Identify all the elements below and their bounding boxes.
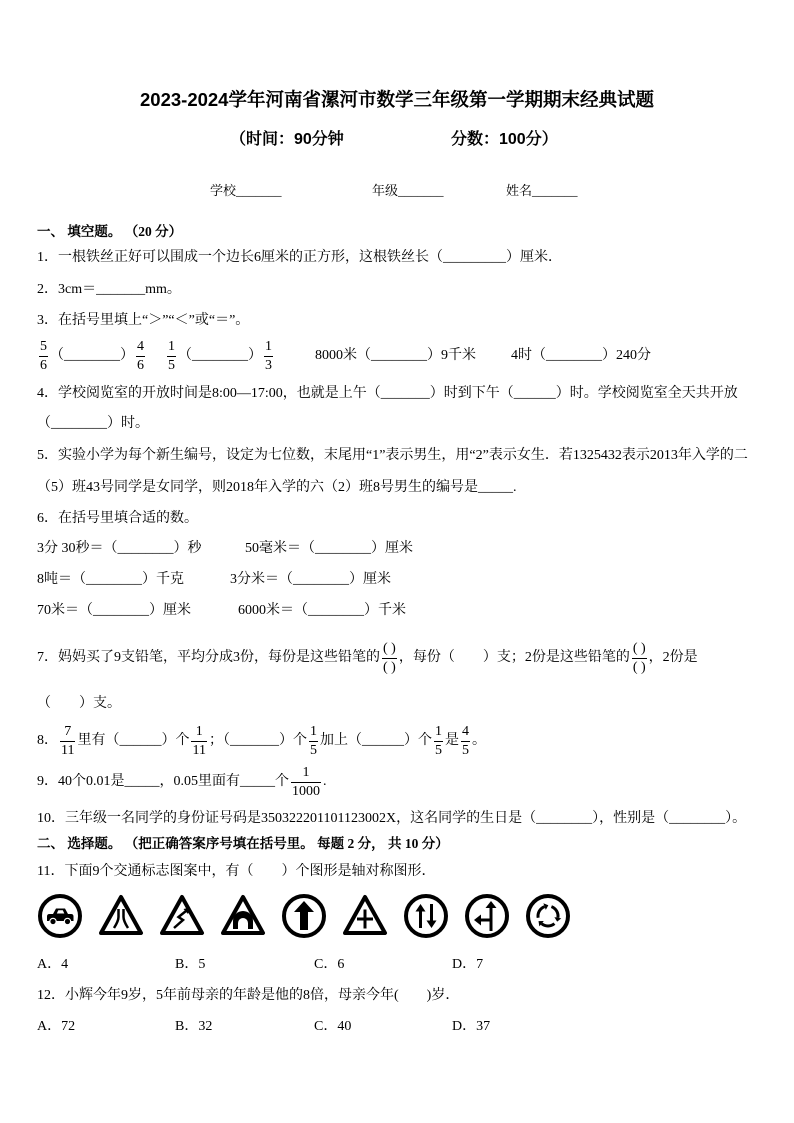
option-a: A．72: [37, 1019, 76, 1034]
conversion-item: 3分米＝（________）厘米: [230, 572, 391, 587]
option-c: C．6: [314, 957, 345, 972]
question-9-text: .: [323, 774, 327, 789]
question-3-comparisons: [37, 336, 757, 376]
conversion-item: 70米＝（________）厘米: [37, 603, 191, 618]
question-5-line-1: 5．实验小学为每个新生编号，设定为七位数，末尾用“1”表示男生，用“2”表示女生．若1325432表示2013年入学的二: [37, 448, 748, 463]
exam-score: 分数：100分）: [451, 131, 558, 148]
fraction: [632, 641, 647, 676]
numerator: 4: [137, 338, 144, 354]
fraction: [136, 339, 145, 374]
denominator: 1000: [292, 783, 320, 799]
conversion-item: 6000米＝（________）千米: [238, 603, 406, 618]
question-5-line-2: （5）班43号同学是女同学，则2018年入学的六（2）班8号男生的编号是_____.: [37, 480, 517, 495]
blank: （________）: [178, 348, 262, 363]
grade-field: 年级_______: [372, 183, 444, 198]
question-6: 6．在括号里填合适的数。: [37, 511, 198, 526]
option-b: B．5: [175, 957, 206, 972]
fraction: [382, 641, 397, 676]
section-2-heading: 二、 选择题。 （把正确答案序号填在括号里。 每题 2 分， 共 10 分）: [37, 836, 449, 851]
fraction: [434, 724, 443, 759]
question-10: 10．三年级一名同学的身份证号码是350322201101123002X，这名同学的生日是（________），性别是（________）。: [37, 811, 747, 826]
denominator: ( ): [632, 659, 646, 675]
question-9-text: 9．40个0.01是_____，0.05里面有_____个: [37, 774, 289, 789]
winding-road-sign-icon: [159, 893, 205, 939]
denominator: 5: [461, 742, 469, 758]
question-7-text: ，每份（ ）支；2份是这些铅笔的: [398, 650, 630, 665]
conversion-item: 8吨＝（________）千克: [37, 572, 184, 587]
question-12-options: [37, 1017, 757, 1037]
numerator: 1: [434, 723, 442, 739]
numerator: 1: [309, 723, 317, 739]
comparison-4: 4时（________）240分: [511, 348, 651, 363]
fraction-bar: [291, 782, 321, 783]
crossroad-sign-icon: [342, 893, 388, 939]
name-field: 姓名_______: [506, 183, 578, 198]
exam-time: （时间：90分钟: [230, 131, 344, 148]
fraction: [39, 339, 48, 374]
tunnel-sign-icon: [220, 893, 266, 939]
question-8-text: 。: [471, 733, 486, 748]
numerator: 1: [195, 723, 203, 739]
option-d: D．37: [452, 1019, 491, 1034]
question-11-options: [37, 955, 757, 975]
fraction-bar: [264, 356, 273, 357]
conversion-item: 50毫米＝（________）厘米: [245, 541, 413, 556]
conversion-item: 3分 30秒＝（________）秒: [37, 541, 202, 556]
numerator: ( ): [383, 640, 396, 656]
question-6-row-2: [37, 570, 757, 590]
question-6-row-3: [37, 601, 757, 621]
fraction-bar: [167, 356, 176, 357]
denominator: 5: [168, 357, 175, 373]
option-a: A．4: [37, 957, 69, 972]
fraction: [60, 724, 75, 759]
option-b: B．32: [175, 1019, 213, 1034]
fraction-bar: [434, 741, 443, 742]
question-11: 11．下面9个交通标志图案中，有（ ）个图形是轴对称图形．: [37, 864, 436, 879]
straight-left-turn-sign-icon: [464, 893, 510, 939]
question-8: [37, 721, 486, 761]
denominator: 6: [40, 357, 47, 373]
question-2: 2．3cm＝_______mm。: [37, 282, 181, 297]
question-3: 3．在括号里填上“＞”“＜”或“＝”。: [37, 313, 250, 328]
question-9: [37, 762, 327, 802]
fraction: [291, 765, 321, 800]
denominator: 6: [137, 357, 144, 373]
question-1: 1．一根铁丝正好可以围成一个边长6厘米的正方形，这根铁丝长（_________）厘米．: [37, 250, 562, 265]
numerator: 7: [64, 723, 72, 739]
option-c: C．40: [314, 1019, 352, 1034]
comparison-2: [165, 336, 275, 376]
comparison-1: [37, 336, 147, 376]
question-8-text: 里有（______）个: [77, 733, 190, 748]
question-4-line-2: （________）时。: [37, 416, 149, 431]
fraction: [461, 724, 470, 759]
denominator: 5: [434, 742, 442, 758]
comparison-3: 8000米（________）9千米: [315, 348, 476, 363]
numerator: 1: [302, 764, 310, 780]
question-8-text: 8．: [37, 733, 58, 748]
exam-title: 2023-2024学年河南省漯河市数学三年级第一学期期末经典试题: [140, 89, 654, 110]
question-6-row-1: [37, 539, 757, 559]
fraction-bar: [39, 356, 48, 357]
blank: （________）: [50, 348, 134, 363]
option-d: D．7: [452, 957, 484, 972]
question-8-text: ；（_______）个: [208, 733, 307, 748]
denominator: 5: [309, 742, 317, 758]
question-8-text: 是: [444, 733, 459, 748]
denominator: ( ): [383, 659, 396, 675]
traffic-signs-row: [37, 893, 571, 939]
denominator: 11: [61, 742, 75, 758]
fraction-bar: [382, 658, 397, 659]
roundabout-sign-icon: [525, 893, 571, 939]
numerator: 4: [461, 723, 469, 739]
denominator: 3: [265, 357, 272, 373]
question-4-line-1: 4．学校阅览室的开放时间是8:00—17:00，也就是上午（_______）时到下午（______）时。学校阅览室全天共开放: [37, 386, 738, 401]
question-8-text: 加上（______）个: [319, 733, 432, 748]
numerator: ( ): [632, 640, 646, 656]
fraction: [167, 339, 176, 374]
fraction-bar: [461, 741, 470, 742]
fraction-bar: [309, 741, 318, 742]
two-way-arrows-sign-icon: [403, 893, 449, 939]
car-sign-icon: [37, 893, 83, 939]
fraction-bar: [136, 356, 145, 357]
question-7-text: ，2份是: [648, 650, 698, 665]
denominator: 11: [192, 742, 206, 758]
question-7-line-1: [37, 638, 698, 678]
numerator: 5: [40, 338, 47, 354]
fraction-bar: [191, 741, 206, 742]
narrow-road-sign-icon: [98, 893, 144, 939]
fraction: [309, 724, 318, 759]
question-12: 12．小辉今年9岁，5年前母亲的年龄是他的8倍，母亲今年( )岁．: [37, 988, 460, 1003]
fraction-bar: [60, 741, 75, 742]
section-1-heading: 一、 填空题。 （20 分）: [37, 224, 183, 239]
fraction: [264, 339, 273, 374]
question-7-text: 7．妈妈买了9支铅笔，平均分成3份，每份是这些铅笔的: [37, 650, 380, 665]
numerator: 1: [168, 338, 175, 354]
school-field: 学校_______: [210, 183, 282, 198]
question-7-line-2: （ ）支。: [37, 696, 121, 711]
numerator: 1: [265, 338, 272, 354]
fraction: [191, 724, 206, 759]
straight-arrow-sign-icon: [281, 893, 327, 939]
fraction-bar: [632, 658, 647, 659]
